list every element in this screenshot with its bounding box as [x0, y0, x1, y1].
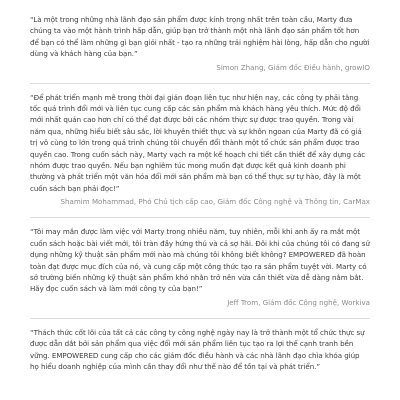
divider — [30, 217, 370, 218]
testimonial-attribution: Jeff Trom, Giám đốc Công nghệ, Workiva — [227, 297, 370, 307]
testimonial-attribution: Simon Zhang, Giám đốc Điều hành, growIO — [216, 62, 370, 72]
testimonial-2 — [30, 92, 370, 208]
testimonial-attribution: Shamim Mohammad, Phó Chủ tịch cấp cao, Giám đốc Công nghệ và Thông tin, CarMax — [60, 197, 370, 207]
divider — [30, 318, 370, 319]
testimonial-4 — [30, 327, 370, 373]
testimonial-quote: “Thách thức cốt lõi của tất cả các công ty công nghệ ngày nay là trở thành một tổ chức thực sự được dẫn dắt bởi sản phẩm qua việc đổi mới sản phẩm liên tục tạo ra lợi thế cạnh tranh bền vững. EMPOWERED cung cấp cho các giám đốc điều hành và các nhà lãnh đạo chìa khóa giúp họ hiểu doanh nghiệp của mình cần thay đổi như thế nào để tồn tại và phát triển.” — [30, 327, 365, 371]
testimonial-quote: “Để phát triển mạnh mẽ trong thời đại gián đoạn liên tục như hiện nay, các công ty phải tăng tốc quá trình đổi mới và liên tục cung cấp các sản phẩm mà khách hàng yêu thích. Mức độ đổi mới nhất quán cao hơn chỉ có thể đạt được bởi các nhóm thực sự được trao quyền. Trong vài năm qua, những hiểu biết sâu sắc, lời khuyên thiết thực và sự khôn ngoan của Marty đã có giá trị vô cùng to lớn trong quá trình chúng tôi chuyển đổi thành một tổ chức sản phẩm được trao quyền cao. Trong cuốn sách này, Marty vạch ra một kế hoạch chi tiết cần thiết để xây dựng các nhóm được trao quyền. Nếu bạn nghiêm túc mong muốn đạt được kết quả kinh doanh phi thường và phát triển một văn hóa đổi mới sản phẩm mà bạn có thể thực sự tự hào, đây là một cuốn sách bạn phải đọc!” — [30, 92, 366, 193]
testimonial-quote: “Tôi may mắn được làm việc với Marty trong nhiều năm, tuy nhiên, mỗi khi anh ấy ra mắt một cuốn sách hoặc bài viết mới, tôi tràn đầy hứng thú và cả sợ hãi. Đôi khi của chúng tôi có đang sử dụng những kỹ thuật sản phẩm mới nào mà chúng tôi không biết không? EMPOWERED đã hoàn toàn đạt được mục đích của nó, và cung cấp một công thức tạo ra sản phẩm tuyệt vời. Marty có sở trường biến những kỹ thuật sản phẩm khó nhằn trở nên vừa cần thiết vừa dễ dàng nắm bắt. Hãy đọc cuốn sách và làm mới công ty của bạn!” — [30, 227, 370, 294]
testimonial-3 — [30, 226, 370, 307]
testimonial-1 — [30, 14, 370, 73]
testimonial-quote: “Là một trong những nhà lãnh đạo sản phẩm được kính trọng nhất trên toàn cầu, Marty đưa chúng ta vào một hành trình hấp dẫn, giúp bạn trở thành một nhà lãnh đạo sản phẩm tốt hơn để bạn có thể làm những gì bạn giỏi nhất - tạo ra những trải nghiệm hài lòng, hấp dẫn cho người dùng và khách hàng của bạn.” — [30, 15, 370, 59]
divider — [30, 83, 370, 84]
